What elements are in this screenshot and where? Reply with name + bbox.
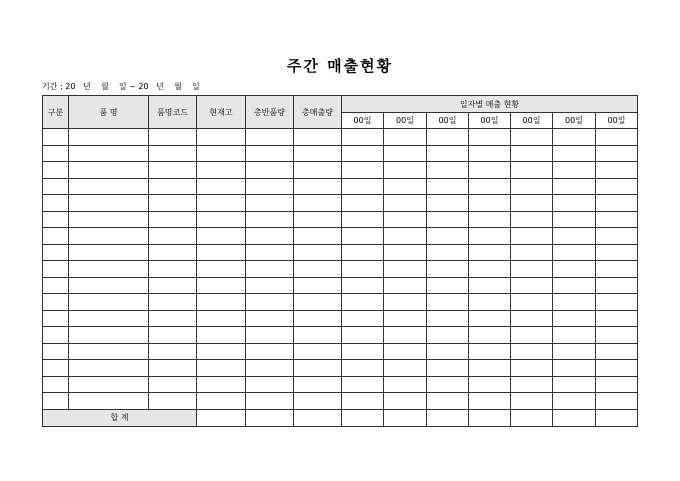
table-cell[interactable] bbox=[384, 343, 427, 360]
table-cell[interactable] bbox=[197, 195, 246, 212]
table-cell[interactable] bbox=[427, 360, 469, 377]
table-cell[interactable] bbox=[246, 376, 294, 393]
table-cell[interactable] bbox=[553, 360, 596, 377]
table-cell[interactable] bbox=[197, 178, 246, 195]
table-cell[interactable] bbox=[294, 211, 342, 228]
table-row bbox=[43, 261, 638, 278]
table-cell[interactable] bbox=[511, 145, 553, 162]
table-cell[interactable] bbox=[596, 129, 638, 146]
table-cell[interactable] bbox=[69, 211, 149, 228]
table-cell[interactable] bbox=[596, 178, 638, 195]
header-day-6: 00일 bbox=[553, 113, 596, 129]
table-cell[interactable] bbox=[197, 310, 246, 327]
table-cell[interactable] bbox=[427, 277, 469, 294]
table-cell[interactable] bbox=[342, 178, 384, 195]
table-cell[interactable] bbox=[43, 376, 69, 393]
table-cell[interactable] bbox=[197, 162, 246, 179]
table-cell[interactable] bbox=[69, 360, 149, 377]
table-cell[interactable] bbox=[553, 195, 596, 212]
table-cell[interactable] bbox=[43, 244, 69, 261]
table-cell[interactable] bbox=[149, 360, 197, 377]
table-cell[interactable] bbox=[294, 327, 342, 344]
table-cell[interactable] bbox=[294, 195, 342, 212]
table-cell[interactable] bbox=[511, 244, 553, 261]
table-cell[interactable] bbox=[553, 261, 596, 278]
table-cell[interactable] bbox=[596, 409, 638, 426]
table-cell[interactable] bbox=[246, 244, 294, 261]
table-cell[interactable] bbox=[246, 129, 294, 146]
table-cell[interactable] bbox=[511, 129, 553, 146]
table-row bbox=[43, 310, 638, 327]
document-title: 주간 매출현황 bbox=[286, 57, 394, 75]
header-day-4: 00일 bbox=[469, 113, 511, 129]
table-cell[interactable] bbox=[43, 310, 69, 327]
header-daily-sales: 일자별 매출 현황 bbox=[342, 96, 638, 113]
table-cell[interactable] bbox=[553, 277, 596, 294]
table-cell[interactable] bbox=[427, 393, 469, 410]
table-cell[interactable] bbox=[384, 261, 427, 278]
table-cell[interactable] bbox=[294, 294, 342, 311]
table-cell[interactable] bbox=[294, 310, 342, 327]
table-cell[interactable] bbox=[596, 211, 638, 228]
table-cell[interactable] bbox=[384, 129, 427, 146]
table-cell[interactable] bbox=[246, 228, 294, 245]
table-cell[interactable] bbox=[342, 261, 384, 278]
header-stock: 현재고 bbox=[197, 96, 246, 129]
table-cell[interactable] bbox=[246, 360, 294, 377]
table-cell[interactable] bbox=[596, 327, 638, 344]
table-cell[interactable] bbox=[384, 310, 427, 327]
table-cell[interactable] bbox=[427, 261, 469, 278]
header-day-3: 00일 bbox=[427, 113, 469, 129]
table-cell[interactable] bbox=[294, 360, 342, 377]
table-cell[interactable] bbox=[69, 327, 149, 344]
table-cell[interactable] bbox=[43, 393, 69, 410]
table-cell[interactable] bbox=[427, 195, 469, 212]
table-cell[interactable] bbox=[469, 244, 511, 261]
table-cell[interactable] bbox=[427, 294, 469, 311]
table-cell[interactable] bbox=[69, 376, 149, 393]
table-row bbox=[43, 228, 638, 245]
table-cell[interactable] bbox=[511, 261, 553, 278]
table-cell[interactable] bbox=[43, 294, 69, 311]
table-cell[interactable] bbox=[553, 145, 596, 162]
table-cell[interactable] bbox=[149, 277, 197, 294]
table-cell[interactable] bbox=[294, 393, 342, 410]
table-cell[interactable] bbox=[427, 327, 469, 344]
table-cell[interactable] bbox=[342, 310, 384, 327]
table-cell[interactable] bbox=[149, 211, 197, 228]
table-cell[interactable] bbox=[69, 244, 149, 261]
table-cell[interactable] bbox=[427, 129, 469, 146]
table-cell[interactable] bbox=[149, 228, 197, 245]
table-cell[interactable] bbox=[294, 228, 342, 245]
table-row bbox=[43, 244, 638, 261]
header-total-returns: 총반품량 bbox=[246, 96, 294, 129]
period-line: 기간 : 20 년 월 일 ~ 20 년 월 일 bbox=[42, 82, 200, 91]
table-row bbox=[43, 343, 638, 360]
table-cell[interactable] bbox=[342, 129, 384, 146]
table-cell[interactable] bbox=[69, 228, 149, 245]
table-cell[interactable] bbox=[246, 327, 294, 344]
table-cell[interactable] bbox=[596, 145, 638, 162]
table-cell[interactable] bbox=[384, 277, 427, 294]
header-item: 품 명 bbox=[69, 96, 149, 129]
table-cell[interactable] bbox=[427, 244, 469, 261]
table-cell[interactable] bbox=[427, 145, 469, 162]
table-cell[interactable] bbox=[246, 393, 294, 410]
table-cell[interactable] bbox=[427, 343, 469, 360]
table-cell[interactable] bbox=[43, 228, 69, 245]
table-cell[interactable] bbox=[596, 393, 638, 410]
table-cell[interactable] bbox=[294, 277, 342, 294]
table-cell[interactable] bbox=[469, 376, 511, 393]
header-day-1: 00일 bbox=[342, 113, 384, 129]
header-division: 구분 bbox=[43, 96, 69, 129]
table-cell[interactable] bbox=[511, 360, 553, 377]
table-cell[interactable] bbox=[553, 310, 596, 327]
table-cell[interactable] bbox=[596, 343, 638, 360]
table-cell[interactable] bbox=[197, 360, 246, 377]
header-day-5: 00일 bbox=[511, 113, 553, 129]
table-cell[interactable] bbox=[469, 294, 511, 311]
table-row bbox=[43, 360, 638, 377]
table-cell[interactable] bbox=[149, 327, 197, 344]
table-body bbox=[43, 129, 638, 410]
table-cell[interactable] bbox=[511, 228, 553, 245]
table-cell[interactable] bbox=[294, 145, 342, 162]
table-cell[interactable] bbox=[342, 393, 384, 410]
table-cell[interactable] bbox=[469, 195, 511, 212]
table-cell[interactable] bbox=[342, 195, 384, 212]
table-cell[interactable] bbox=[294, 244, 342, 261]
table-cell[interactable] bbox=[69, 129, 149, 146]
table-cell[interactable] bbox=[553, 211, 596, 228]
table-cell[interactable] bbox=[511, 409, 553, 426]
total-label: 합 계 bbox=[43, 409, 197, 426]
table-cell[interactable] bbox=[511, 277, 553, 294]
table-cell[interactable] bbox=[384, 195, 427, 212]
table-cell[interactable] bbox=[69, 145, 149, 162]
table-cell[interactable] bbox=[149, 244, 197, 261]
sales-table bbox=[42, 95, 638, 427]
table-cell[interactable] bbox=[197, 409, 246, 426]
table-cell[interactable] bbox=[149, 310, 197, 327]
table-cell[interactable] bbox=[553, 343, 596, 360]
table-row bbox=[43, 393, 638, 410]
table-cell[interactable] bbox=[69, 310, 149, 327]
table-row bbox=[43, 162, 638, 179]
table-cell[interactable] bbox=[197, 327, 246, 344]
table-cell[interactable] bbox=[596, 310, 638, 327]
table-cell[interactable] bbox=[469, 162, 511, 179]
table-cell[interactable] bbox=[294, 178, 342, 195]
table-cell[interactable] bbox=[384, 228, 427, 245]
table-cell[interactable] bbox=[69, 195, 149, 212]
table-cell[interactable] bbox=[43, 343, 69, 360]
table-cell[interactable] bbox=[596, 228, 638, 245]
table-cell[interactable] bbox=[149, 162, 197, 179]
table-cell[interactable] bbox=[342, 294, 384, 311]
table-cell[interactable] bbox=[197, 211, 246, 228]
table-cell[interactable] bbox=[342, 277, 384, 294]
table-cell[interactable] bbox=[149, 145, 197, 162]
table-cell[interactable] bbox=[469, 145, 511, 162]
table-cell[interactable] bbox=[384, 360, 427, 377]
table-cell[interactable] bbox=[246, 277, 294, 294]
table-cell[interactable] bbox=[469, 327, 511, 344]
table-cell[interactable] bbox=[427, 211, 469, 228]
table-cell[interactable] bbox=[384, 327, 427, 344]
table-cell[interactable] bbox=[43, 145, 69, 162]
table-cell[interactable] bbox=[149, 261, 197, 278]
table-cell[interactable] bbox=[469, 211, 511, 228]
table-cell[interactable] bbox=[384, 393, 427, 410]
table-cell[interactable] bbox=[294, 409, 342, 426]
table-cell[interactable] bbox=[197, 228, 246, 245]
table-cell[interactable] bbox=[69, 343, 149, 360]
table-cell[interactable] bbox=[342, 228, 384, 245]
table-cell[interactable] bbox=[69, 261, 149, 278]
table-cell[interactable] bbox=[149, 393, 197, 410]
table-row bbox=[43, 145, 638, 162]
table-cell[interactable] bbox=[149, 129, 197, 146]
table-cell[interactable] bbox=[43, 261, 69, 278]
table-cell[interactable] bbox=[149, 195, 197, 212]
table-cell[interactable] bbox=[342, 360, 384, 377]
table-cell[interactable] bbox=[384, 178, 427, 195]
table-cell[interactable] bbox=[511, 327, 553, 344]
table-cell[interactable] bbox=[342, 244, 384, 261]
table-cell[interactable] bbox=[596, 162, 638, 179]
table-cell[interactable] bbox=[246, 178, 294, 195]
table-cell[interactable] bbox=[69, 162, 149, 179]
table-cell[interactable] bbox=[384, 376, 427, 393]
table-cell[interactable] bbox=[246, 294, 294, 311]
table-cell[interactable] bbox=[427, 228, 469, 245]
table-cell[interactable] bbox=[197, 393, 246, 410]
table-cell[interactable] bbox=[469, 360, 511, 377]
table-cell[interactable] bbox=[553, 393, 596, 410]
table-cell[interactable] bbox=[43, 129, 69, 146]
table-cell[interactable] bbox=[553, 376, 596, 393]
table-cell[interactable] bbox=[197, 244, 246, 261]
table-cell[interactable] bbox=[553, 228, 596, 245]
table-cell[interactable] bbox=[69, 393, 149, 410]
table-cell[interactable] bbox=[246, 145, 294, 162]
table-cell[interactable] bbox=[197, 261, 246, 278]
table-row bbox=[43, 211, 638, 228]
table-cell[interactable] bbox=[384, 409, 427, 426]
table-cell[interactable] bbox=[384, 162, 427, 179]
table-cell[interactable] bbox=[469, 129, 511, 146]
table-cell[interactable] bbox=[384, 211, 427, 228]
table-cell[interactable] bbox=[469, 393, 511, 410]
table-cell[interactable] bbox=[69, 178, 149, 195]
table-cell[interactable] bbox=[342, 211, 384, 228]
table-cell[interactable] bbox=[384, 145, 427, 162]
table-cell[interactable] bbox=[294, 162, 342, 179]
table-cell[interactable] bbox=[294, 261, 342, 278]
header-day-2: 00일 bbox=[384, 113, 427, 129]
table-cell[interactable] bbox=[596, 360, 638, 377]
table-cell[interactable] bbox=[197, 277, 246, 294]
table-cell[interactable] bbox=[149, 178, 197, 195]
table-cell[interactable] bbox=[43, 195, 69, 212]
table-cell[interactable] bbox=[197, 343, 246, 360]
table-cell[interactable] bbox=[246, 343, 294, 360]
table-cell[interactable] bbox=[246, 195, 294, 212]
table-cell[interactable] bbox=[469, 409, 511, 426]
table-cell[interactable] bbox=[149, 376, 197, 393]
table-cell[interactable] bbox=[69, 294, 149, 311]
table-cell[interactable] bbox=[511, 393, 553, 410]
table-cell[interactable] bbox=[294, 376, 342, 393]
table-cell[interactable] bbox=[342, 343, 384, 360]
total-row bbox=[43, 409, 638, 426]
table-cell[interactable] bbox=[246, 409, 294, 426]
table-row bbox=[43, 277, 638, 294]
table-cell[interactable] bbox=[294, 343, 342, 360]
table-row bbox=[43, 327, 638, 344]
table-cell[interactable] bbox=[43, 327, 69, 344]
table-cell[interactable] bbox=[553, 129, 596, 146]
table-cell[interactable] bbox=[43, 360, 69, 377]
table-cell[interactable] bbox=[553, 327, 596, 344]
table-cell[interactable] bbox=[511, 376, 553, 393]
table-cell[interactable] bbox=[511, 162, 553, 179]
table-cell[interactable] bbox=[384, 294, 427, 311]
header-code: 품명코드 bbox=[149, 96, 197, 129]
table-cell[interactable] bbox=[553, 244, 596, 261]
table-cell[interactable] bbox=[197, 145, 246, 162]
table-cell[interactable] bbox=[427, 178, 469, 195]
table-cell[interactable] bbox=[511, 211, 553, 228]
table-cell[interactable] bbox=[511, 310, 553, 327]
table-cell[interactable] bbox=[511, 343, 553, 360]
table-cell[interactable] bbox=[596, 244, 638, 261]
table-cell[interactable] bbox=[43, 277, 69, 294]
table-cell[interactable] bbox=[596, 261, 638, 278]
table-cell[interactable] bbox=[469, 343, 511, 360]
table-cell[interactable] bbox=[43, 162, 69, 179]
table-cell[interactable] bbox=[469, 178, 511, 195]
table-cell[interactable] bbox=[69, 277, 149, 294]
table-cell[interactable] bbox=[246, 211, 294, 228]
table-cell[interactable] bbox=[342, 376, 384, 393]
table-cell[interactable] bbox=[197, 376, 246, 393]
table-cell[interactable] bbox=[553, 162, 596, 179]
table-cell[interactable] bbox=[553, 294, 596, 311]
table-row bbox=[43, 376, 638, 393]
table-cell[interactable] bbox=[342, 327, 384, 344]
header-day-7: 00일 bbox=[596, 113, 638, 129]
table-row bbox=[43, 178, 638, 195]
table-cell[interactable] bbox=[294, 129, 342, 146]
table-cell[interactable] bbox=[511, 178, 553, 195]
table-cell[interactable] bbox=[596, 195, 638, 212]
table-cell[interactable] bbox=[553, 409, 596, 426]
table-cell[interactable] bbox=[427, 310, 469, 327]
table-cell[interactable] bbox=[427, 162, 469, 179]
table-cell[interactable] bbox=[469, 261, 511, 278]
table-cell[interactable] bbox=[246, 162, 294, 179]
table-row bbox=[43, 294, 638, 311]
table-cell[interactable] bbox=[342, 145, 384, 162]
table-cell[interactable] bbox=[596, 277, 638, 294]
table-cell[interactable] bbox=[596, 294, 638, 311]
table-cell[interactable] bbox=[342, 409, 384, 426]
table-cell[interactable] bbox=[469, 310, 511, 327]
table-cell[interactable] bbox=[511, 294, 553, 311]
table-cell[interactable] bbox=[43, 211, 69, 228]
table-row bbox=[43, 129, 638, 146]
table-cell[interactable] bbox=[197, 129, 246, 146]
table-cell[interactable] bbox=[246, 310, 294, 327]
table-cell[interactable] bbox=[469, 228, 511, 245]
table-cell[interactable] bbox=[511, 195, 553, 212]
table-cell[interactable] bbox=[342, 162, 384, 179]
header-total-sales: 총매출량 bbox=[294, 96, 342, 129]
table-cell[interactable] bbox=[197, 294, 246, 311]
table-cell[interactable] bbox=[427, 409, 469, 426]
table-cell[interactable] bbox=[427, 376, 469, 393]
table-cell[interactable] bbox=[469, 277, 511, 294]
table-row bbox=[43, 195, 638, 212]
table-cell[interactable] bbox=[149, 294, 197, 311]
table-cell[interactable] bbox=[596, 376, 638, 393]
table-cell[interactable] bbox=[553, 178, 596, 195]
table-cell[interactable] bbox=[149, 343, 197, 360]
table-cell[interactable] bbox=[43, 178, 69, 195]
table-cell[interactable] bbox=[384, 244, 427, 261]
table-cell[interactable] bbox=[246, 261, 294, 278]
